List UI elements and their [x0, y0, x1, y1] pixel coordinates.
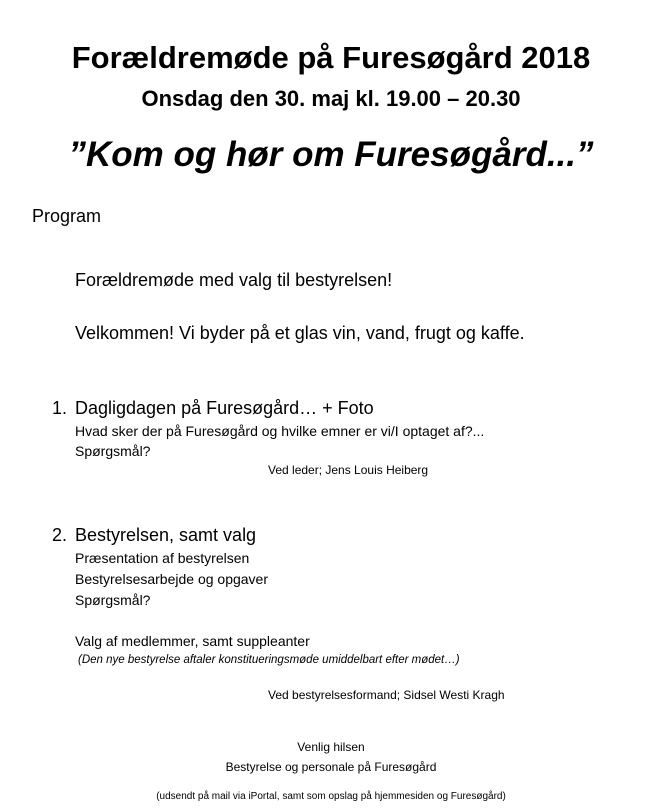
- agenda-item-2-heading: [52, 523, 256, 547]
- agenda-item-2-note: (Den nye bestyrelse aftaler konstitueringsmøde umiddelbart efter mødet…): [78, 654, 460, 666]
- document-title: Forældremøde på Furesøgård 2018: [71, 40, 591, 75]
- agenda-item-1-line-2: Spørgsmål?: [75, 443, 151, 459]
- agenda-item-number: 1.: [52, 398, 68, 418]
- meeting-date: Onsdag den 30. maj kl. 19.00 – 20.30: [141, 86, 521, 111]
- closing-greeting: Venlig hilsen: [297, 740, 365, 754]
- agenda-item-1-heading: [52, 396, 374, 420]
- agenda-item-title: Dagligdagen på Furesøgård… + Foto: [75, 398, 374, 418]
- agenda-item-2-leader: Ved bestyrelsesformand; Sidsel Westi Kragh: [268, 688, 505, 702]
- agenda-item-2-line-3: Spørgsmål?: [75, 592, 151, 608]
- closing-signature: Bestyrelse og personale på Furesøgård: [225, 760, 437, 774]
- program-label: Program: [32, 206, 102, 226]
- tagline: ”Kom og hør om Furesøgård...”: [68, 135, 594, 174]
- distribution-footnote: (udsendt på mail via iPortal, samt som opslag på hjemmesiden og Furesøgård): [156, 791, 506, 802]
- agenda-item-title: Bestyrelsen, samt valg: [75, 525, 257, 545]
- agenda-item-number: 2.: [52, 525, 68, 545]
- agenda-item-1-leader: Ved leder; Jens Louis Heiberg: [268, 463, 429, 477]
- intro-line-1: Forældremøde med valg til bestyrelsen!: [75, 270, 393, 290]
- agenda-item-2-line-2: Bestyrelsesarbejde og opgaver: [75, 571, 269, 587]
- agenda-item-2-election: Valg af medlemmer, samt suppleanter: [75, 633, 310, 649]
- intro-line-2: Velkommen! Vi byder på et glas vin, vand, frugt og kaffe.: [75, 323, 525, 343]
- agenda-item-1-line-1: Hvad sker der på Furesøgård og hvilke emner er vi/I optaget af?...: [75, 423, 485, 439]
- agenda-item-2-line-1: Præsentation af bestyrelsen: [75, 550, 250, 566]
